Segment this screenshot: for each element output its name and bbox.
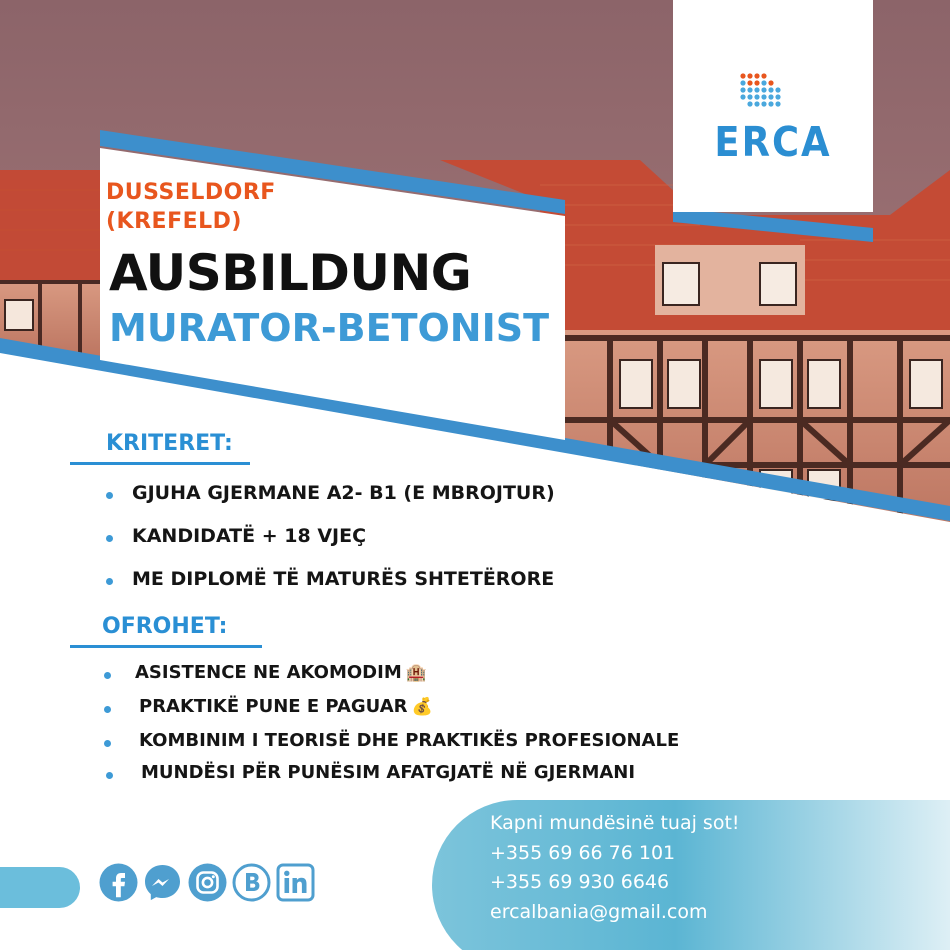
offer-item-text: MUNDËSI PËR PUNËSIM AFATGJATË NË GJERMANI [141,762,636,783]
logo-wordmark: ERCA [714,118,832,166]
criteria-item: GJUHA GJERMANE A2- B1 (E MBROJTUR) [132,482,555,504]
offer-item-text: KOMBINIM I TEORISË DHE PRAKTIKËS PROFESIONALE [139,730,680,751]
bullet-icon [104,672,111,679]
offers-heading: OFROHET: [102,614,228,639]
money-bag-icon: 💰 [411,697,433,717]
criteria-item: ME DIPLOMË TË MATURËS SHTETËRORE [132,568,555,590]
offer-item [141,762,635,783]
contact-tagline: Kapni mundësinë tuaj sot! [490,812,740,834]
linkedin-icon[interactable] [275,862,316,903]
bullet-icon [106,578,113,585]
criteria-heading: KRITERET: [106,431,233,456]
offer-item [139,730,679,751]
bullet-icon [106,772,113,779]
phone-number[interactable]: +355 69 930 6646 [490,871,670,893]
email-address[interactable]: ercalbania@gmail.com [490,901,708,923]
job-title: MURATOR-BETONIST [109,306,550,350]
hotel-icon: 🏨 [405,663,427,683]
city-name: DUSSELDORF [106,180,276,205]
offer-item [139,696,433,717]
bullet-icon [106,492,113,499]
criteria-underline [70,462,250,465]
location-label [106,178,276,236]
city-district: (KREFELD) [106,209,242,234]
criteria-item: KANDIDATË + 18 VJEÇ [132,525,367,547]
page-title: AUSBILDUNG [109,244,472,302]
offer-item [135,662,427,683]
offer-item-text: ASISTENCE NE AKOMODIM [135,662,402,683]
bullet-icon [104,706,111,713]
logo-box [673,0,873,212]
facebook-icon[interactable] [98,862,139,903]
logo-dots-icon [739,72,783,110]
instagram-icon[interactable] [187,862,228,903]
offer-item-text: PRAKTIKË PUNE E PAGUAR [139,696,408,717]
bullet-icon [104,740,111,747]
b-icon[interactable] [231,862,272,903]
decorative-pill [0,867,80,908]
phone-number[interactable]: +355 69 66 76 101 [490,842,676,864]
bullet-icon [106,535,113,542]
messenger-icon[interactable] [142,862,183,903]
offers-underline [70,645,262,648]
